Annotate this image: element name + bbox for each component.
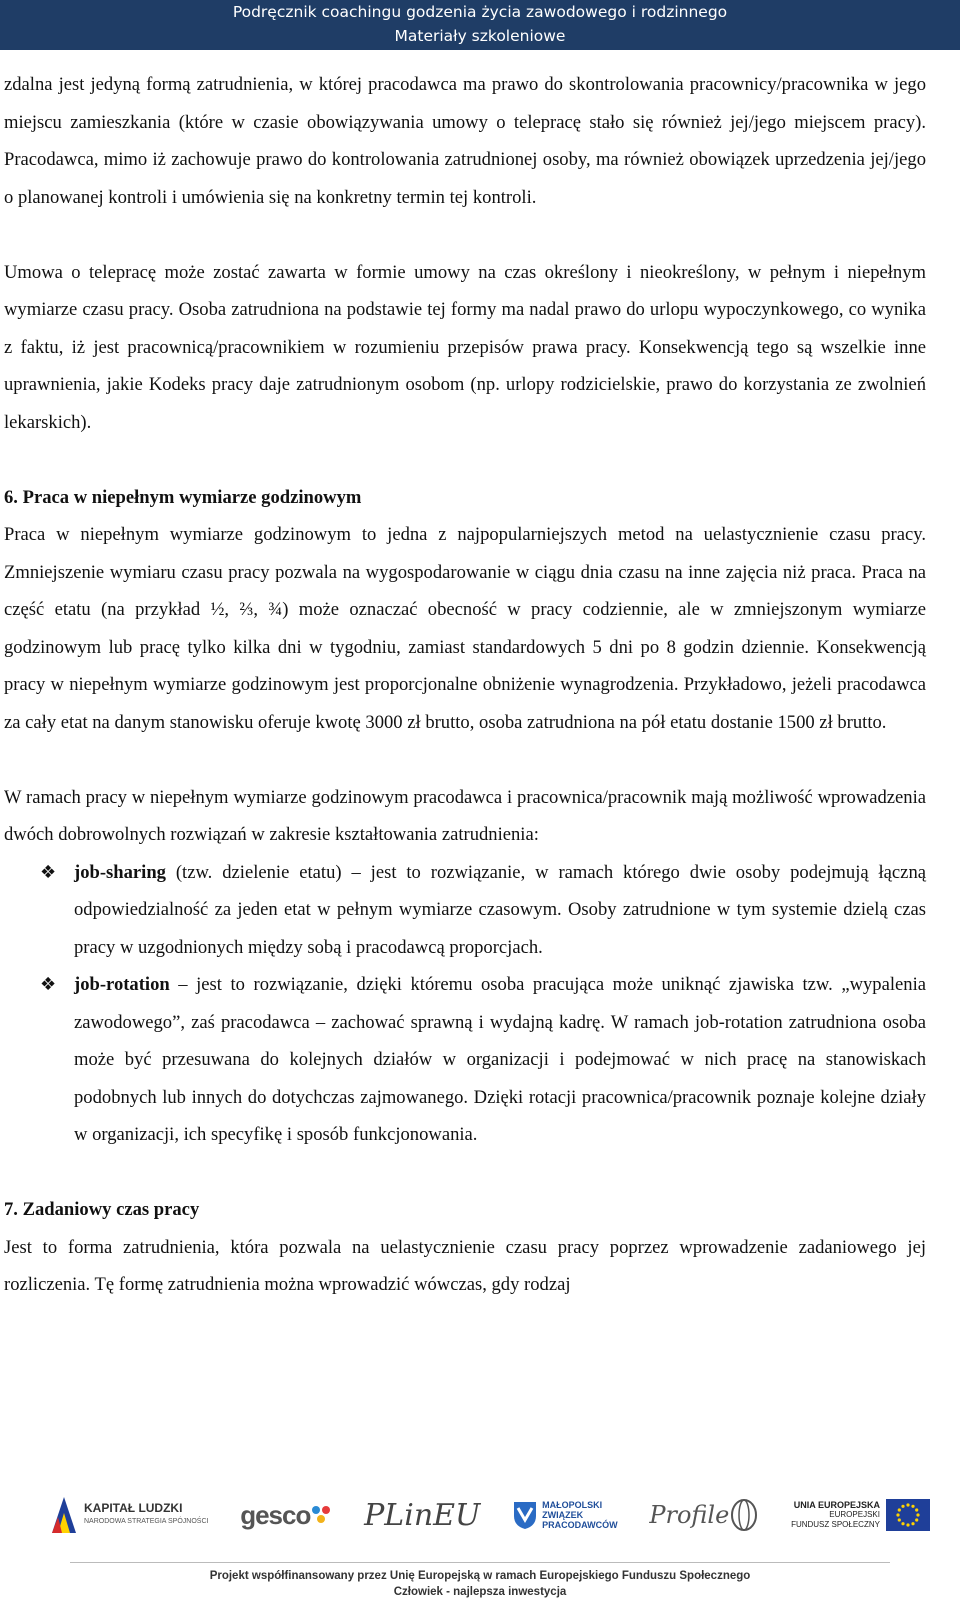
gesco-dots-icon <box>310 1504 332 1526</box>
mzp-line: PRACODAWCÓW <box>542 1520 618 1530</box>
paragraph-spacer <box>4 741 926 779</box>
header-title: Podręcznik coachingu godzenia życia zawodowego i rodzinnego <box>232 3 728 21</box>
footer-slogan: Człowiek - najlepsza inwestycja <box>393 1586 567 1598</box>
kapital-ludzki-icon <box>50 1495 78 1535</box>
paragraph-spacer <box>4 1154 926 1192</box>
eu-logo <box>791 1499 930 1531</box>
list-item <box>4 966 926 1154</box>
bullet-term: job-sharing <box>74 861 166 883</box>
paragraph-spacer <box>4 441 926 479</box>
kapital-ludzki-logo <box>50 1495 208 1535</box>
eu-line: FUNDUSZ SPOŁECZNY <box>791 1520 880 1529</box>
bullet-text: (tzw. dzielenie etatu) – jest to rozwiązanie, w ramach którego dwie osoby podejmują łączną odpowiedzialność za jeden etat w pełnym wymiarze czasowym. Osoby zatrudnione w tym systemie dzielą czas pracy w uzgodnionych między sobą i pracodawcą proporcjach. <box>74 861 926 958</box>
logo-bar <box>50 1480 930 1550</box>
gesco-logo <box>240 1500 332 1531</box>
kapital-ludzki-subtitle: NARODOWA STRATEGIA SPÓJNOŚCI <box>84 1518 209 1525</box>
diamond-bullet-icon: ❖ <box>40 974 57 995</box>
plineu-logo: PLinEU <box>364 1497 481 1533</box>
page-header <box>0 0 960 50</box>
paragraph: Umowa o telepracę może zostać zawarta w formie umowy na czas określony i nieokreślony, w pełnym i niepełnym wymiarze czasu pracy. Osoba zatrudniona na podstawie tej formy ma nadal prawo do urlopu wypoczynkowego, co wynika z faktu, iż jest pracownicą/pracownikiem w rozumieniu przepisów prawa pracy. Konsekwencją tego są wszelkie inne uprawnienia, jakie Kodeks pracy daje zatrudnionym osobom (np. urlopy rodzicielskie, prawo do korzystania ze zwolnień lekarskich). <box>4 261 926 433</box>
paragraph: Jest to forma zatrudnienia, która pozwala na uelastycznienie czasu pracy poprzez wprowadzenie zadaniowego jej rozliczenia. Tę formę zatrudnienia można wprowadzić wówczas, gdy rodzaj <box>4 1236 926 1295</box>
bullet-text: – jest to rozwiązanie, dzięki któremu osoba pracująca może uniknąć zjawiska tzw. „wypalenia zawodowego”, zaś pracodawca – zachować sprawną i wydajną kadrę. W ramach job-rotation zatrudniona osoba może być przesuwana do kolejnych działów w organizacji i podejmować w nich pracę na stanowiskach podobnych lub innych do dotychczas zajmowanego. Dzięki rotacji pracownica/pracownik poznaje kolejne działy w organizacji, ich specyfikę i sposób funkcjonowania. <box>74 974 926 1145</box>
profile-swirl-icon <box>729 1498 759 1532</box>
mzp-line: ZWIĄZEK <box>542 1510 584 1520</box>
kapital-ludzki-title: KAPITAŁ LUDZKI <box>84 1501 183 1515</box>
paragraph: W ramach pracy w niepełnym wymiarze godzinowym pracodawca i pracownica/pracownik mają możliwość wprowadzenia dwóch dobrowolnych rozwiązań w zakresie kształtowania zatrudnienia: <box>4 786 926 845</box>
footer-funding-line: Projekt współfinansowany przez Unię Europejską w ramach Europejskiego Funduszu Społecznego <box>209 1570 751 1582</box>
profile-wordmark: Profile <box>649 1501 730 1529</box>
eu-line: EUROPEJSKI <box>829 1510 880 1519</box>
footer-caption <box>0 1568 960 1600</box>
bullet-term: job-rotation <box>74 974 170 995</box>
header-subtitle: Materiały szkoleniowe <box>394 27 566 45</box>
paragraph-spacer <box>4 216 926 254</box>
diamond-bullet-icon: ❖ <box>40 861 57 883</box>
bullet-list <box>4 854 926 1154</box>
gesco-wordmark: gesco <box>240 1499 311 1530</box>
footer-divider <box>70 1562 890 1563</box>
eu-title: UNIA EUROPEJSKA <box>793 1500 880 1510</box>
shield-icon <box>512 1500 538 1530</box>
document-body <box>4 66 926 1304</box>
list-item <box>4 854 926 967</box>
paragraph: Praca w niepełnym wymiarze godzinowym to jedna z najpopularniejszych metod na uelastycznienie czasu pracy. Zmniejszenie wymiaru czasu pracy pozwala na wygospodarowanie w ciągu dnia czasu na inne zajęcia niż praca. Praca na część etatu (na przykład ½, ⅔, ¾) może oznaczać obecność w pracy codziennie, ale w zmniejszonym wymiarze godzinowym lub pracę tylko kilka dni w tygodniu, zamiast standardowych 5 dni po 8 godzin dziennie. Konsekwencją pracy w niepełnym wymiarze godzinowym jest proporcjonalne obniżenie wynagrodzenia. Przykładowo, jeżeli pracodawca za cały etat na danym stanowisku oferuje kwotę 3000 zł brutto, osoba zatrudniona na pół etatu dostanie 1500 zł brutto. <box>4 524 926 733</box>
mzp-line: MAŁOPOLSKI <box>542 1500 603 1510</box>
page-footer <box>0 1470 960 1623</box>
profile-logo <box>649 1498 759 1532</box>
paragraph: zdalna jest jedyną formą zatrudnienia, w której pracodawca ma prawo do skontrolowania pracownicy/pracownika w jego miejscu zamieszkania (które w czasie obowiązywania umowy o telepracę stało się również jej/jego miejscem pracy). Pracodawca, mimo iż zachowuje prawo do kontrolowania zatrudnionej osoby, ma również obowiązek uprzedzenia jej/jego o planowanej kontroli i umówienia się na konkretny termin tej kontroli. <box>4 74 926 208</box>
mzp-logo <box>512 1500 618 1530</box>
section-heading-6: 6. Praca w niepełnym wymiarze godzinowym <box>4 486 362 508</box>
section-heading-7: 7. Zadaniowy czas pracy <box>4 1199 200 1220</box>
eu-flag-icon <box>886 1499 930 1531</box>
